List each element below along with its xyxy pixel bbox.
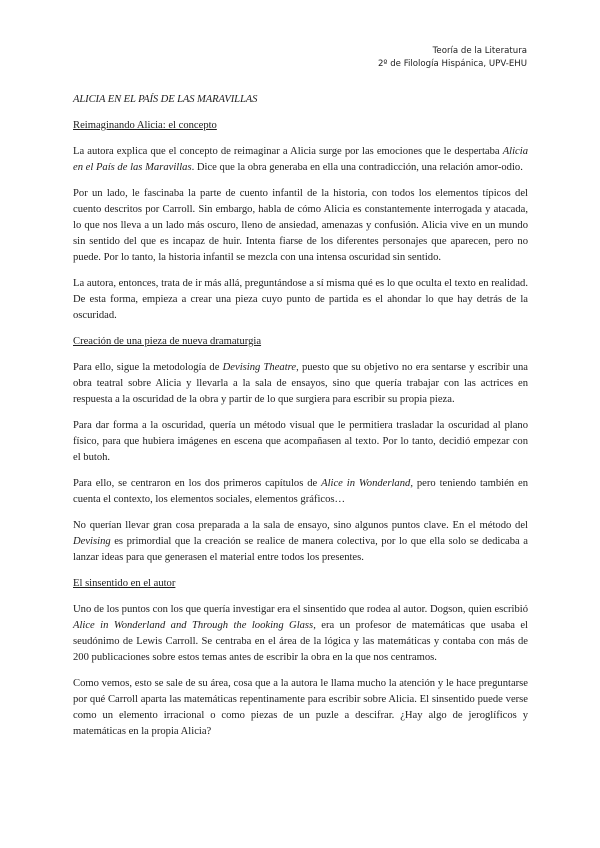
- text-run: , era un profesor de matemáticas que usaba el seudónimo de Lewis Carroll. Se centraba en el área de la lógica y las matemáticas y contaba con más de 200 publicaciones sobre estos temas antes de escribir la obra en la que nos centramos.: [73, 620, 529, 663]
- section-heading-concept: Reimaginando Alicia: el concepto: [73, 120, 217, 131]
- page-header: [378, 45, 527, 70]
- section-heading-nonsense: El sinsentido en el autor: [73, 578, 176, 589]
- book-title: Alice in Wonderland and Through the looking Glass: [73, 620, 314, 631]
- document-title: ALICIA EN EL PAÍS DE LAS MARAVILLAS: [73, 94, 258, 105]
- text-run: Para ello, sigue la metodología de: [73, 362, 223, 373]
- document-body: [73, 92, 528, 750]
- paragraph: [73, 602, 528, 666]
- text-run: es primordial que la creación se realice de manera colectiva, por lo que ella solo se dedicaba a lanzar ideas para que generasen el material entre todos los presentes.: [73, 536, 528, 563]
- method-name: Devising Theatre: [222, 362, 297, 373]
- paragraph: La autora, entonces, trata de ir más allá, preguntándose a sí misma qué es lo que oculta el texto en realidad. De esta forma, empieza a crear una pieza cuyo punto de partida es el ahondar lo que hay detrás de la oscuridad.: [73, 278, 528, 321]
- book-title: Alice in Wonderland: [321, 478, 411, 489]
- paragraph: Como vemos, esto se sale de su área, cosa que a la autora le llama mucho la atención y le hace preguntarse por qué Carroll aparta las matemáticas repentinamente para escribir sobre Alicia. El sinsentido puede verse como un elemento irracional o como piezas de un puzle a descifrar. ¿Hay algo de jeroglíficos y matemáticas en la propia Alicia?: [73, 678, 528, 737]
- text-run: , puesto que su objetivo no era sentarse y escribir una obra teatral sobre Alicia y llevarla a la sala de ensayos, sino que quería trabajar con las actrices en respuesta a la oscuridad de la obra y partir de lo que surgiera para escribir su propia pieza.: [73, 362, 528, 405]
- text-run: . Dice que la obra generaba en ella una contradicción, una relación amor-odio.: [191, 162, 523, 173]
- section-heading-dramaturgy: Creación de una pieza de nueva dramaturgia: [73, 336, 262, 347]
- book-title: Alicia en el País de las Maravillas: [73, 146, 528, 173]
- header-course: Teoría de la Literatura: [432, 46, 527, 56]
- paragraph: [73, 144, 528, 176]
- text-run: , pero teniendo también en cuenta el contexto, los elementos sociales, elementos gráficos…: [73, 478, 528, 505]
- text-run: Uno de los puntos con los que quería investigar era el sinsentido que rodea al autor. Dogson, quien escribió: [73, 604, 528, 615]
- text-run: Para ello, se centraron en los dos primeros capítulos de: [73, 478, 322, 489]
- paragraph: [73, 360, 528, 408]
- method-name: Devising: [73, 536, 111, 547]
- paragraph: Por un lado, le fascinaba la parte de cuento infantil de la historia, con todos los elementos típicos del cuento descritos por Carroll. Sin embargo, habla de cómo Alicia es constantemente interrogada y atacada, lo que nos lleva a un lado más oscuro, lleno de ansiedad, amenazas y confusión. Alicia vive en un mundo sin sentido del que es incapaz de huir. Intenta fiarse de los diferentes personajes que aparecen, pero no puede. Por lo tanto, la historia infantil se mezcla con una intensa oscuridad sin sentido.: [73, 188, 528, 263]
- text-run: No querían llevar gran cosa preparada a la sala de ensayo, sino algunos puntos clave. En el método del: [73, 520, 528, 531]
- header-degree: 2º de Filología Hispánica, UPV-EHU: [377, 58, 527, 69]
- paragraph: Para dar forma a la oscuridad, quería un método visual que le permitiera trasladar la oscuridad al plano físico, para que hubiera imágenes en escena que acompañasen al texto. Por lo tanto, decidió empezar con el butoh.: [73, 420, 528, 463]
- paragraph: [73, 476, 528, 508]
- paragraph: [73, 518, 528, 566]
- text-run: La autora explica que el concepto de reimaginar a Alicia surge por las emociones que le despertaba: [73, 146, 503, 157]
